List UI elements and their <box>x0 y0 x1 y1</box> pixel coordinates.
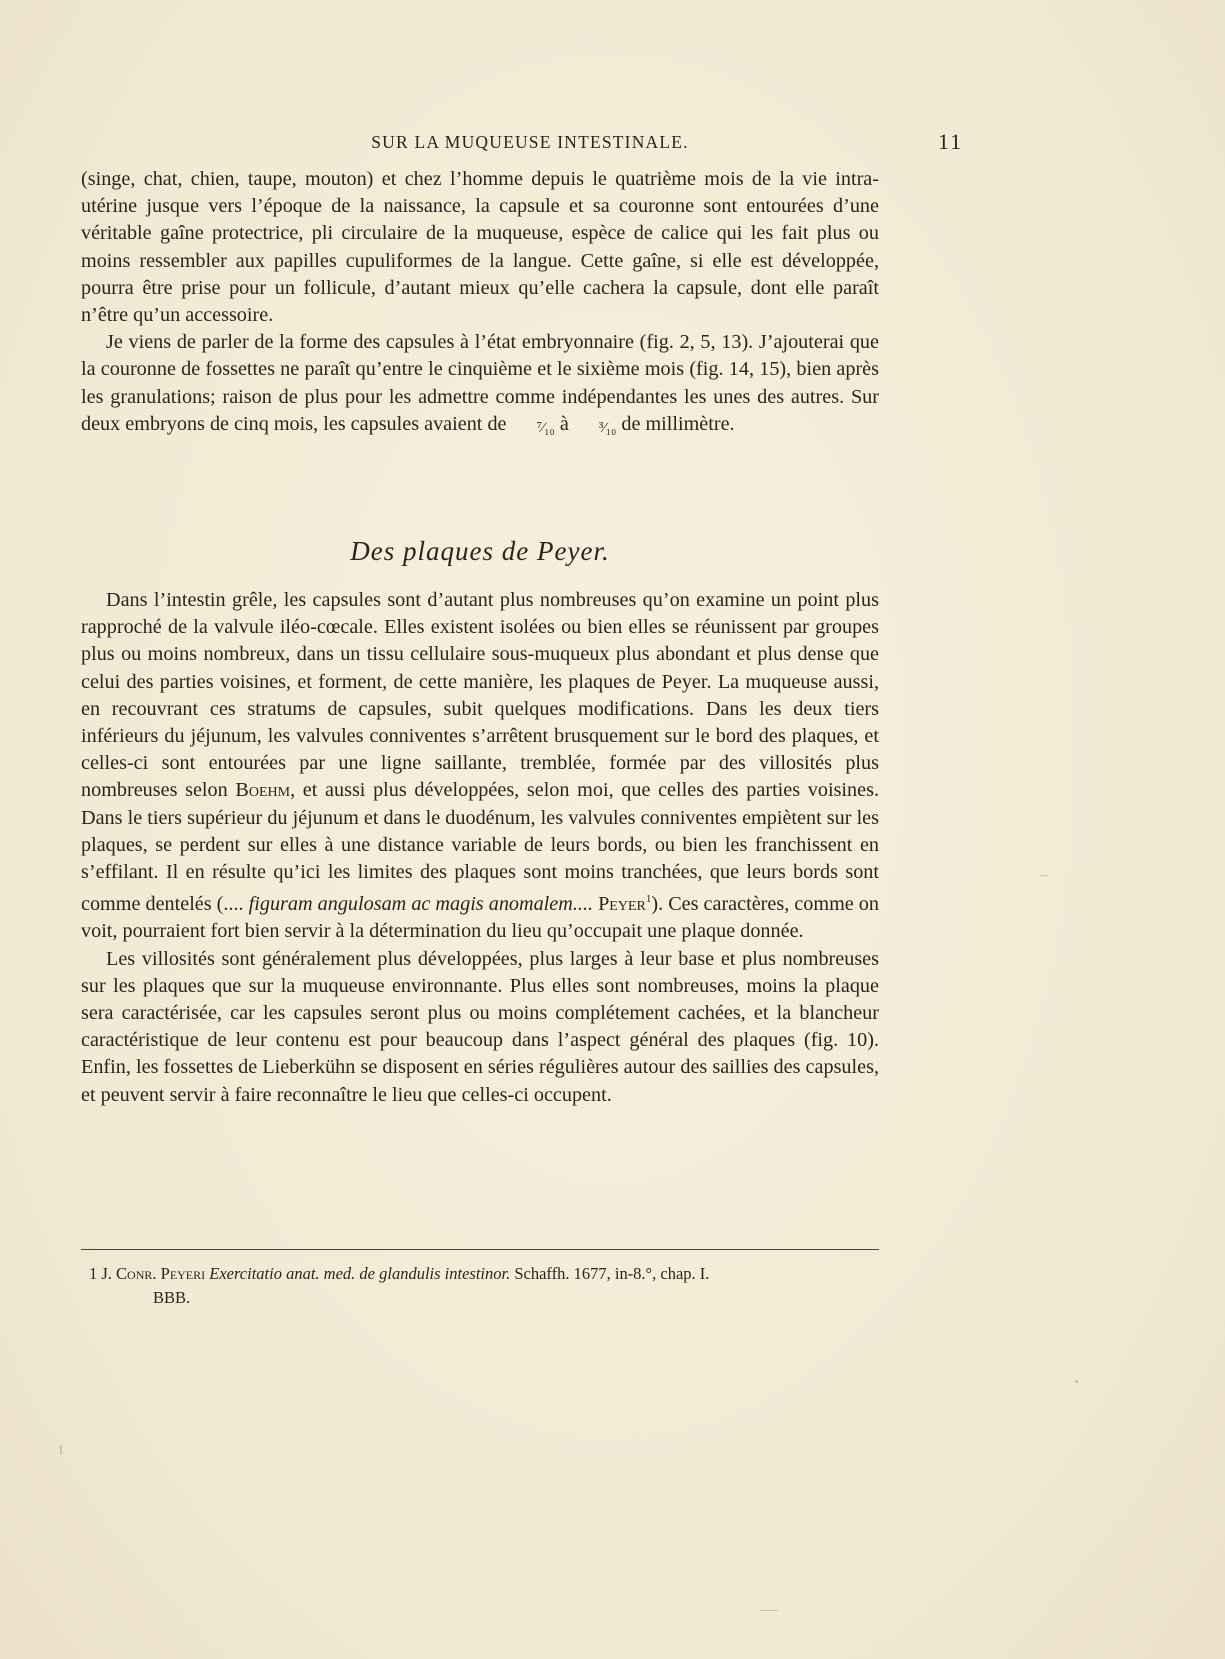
ink-speck <box>1075 1380 1078 1383</box>
text-block-bottom <box>81 587 879 1109</box>
paragraph-text: de millimètre. <box>616 412 735 435</box>
page-number: 11 <box>938 129 964 154</box>
paragraph-text: , et aussi plus développées, selon moi, que celles des parties voisines. Dans le tiers supérieur du jéjunum et dans le duodénum, les valvules conniventes empiètent sur les plaques, se perdent sur elles à une distance variable de leurs bords, ou bien les franchissent en s’effilant. Il en résulte qu’ici les limites des plaques sont moins tranchées, que leurs bords sont comme dentelés (.... <box>81 779 879 916</box>
fraction-seven-tenths: ⁷⁄₁₀ <box>536 419 555 436</box>
ink-speck <box>760 1610 778 1611</box>
footnote <box>81 1262 879 1310</box>
paragraph-embryonic-capsules <box>81 329 879 442</box>
section-heading: Des plaques de Peyer. <box>350 536 610 566</box>
author-name: Boehm <box>235 779 291 802</box>
paragraph-text: Dans l’intestin grêle, les capsules sont d’autant plus nombreuses qu’on examine un point plus rapproché de la valvule iléo-cœcale. Elles existent isolées ou bien elles se réunissent par groupes plus ou moins nombreux, dans un tissu cellulaire sous-muqueux plus abondant et plus dense que celui des parties voisines, et forment, de cette manière, les plaques de Peyer. La muqueuse aussi, en recouvrant ces stratums de capsules, subit quelques modifications. Dans les deux tiers inférieurs du jéjunum, les valvules conniventes s’arrêtent brusquement sur le bord des plaques, et celles-ci sont entourées par une ligne saillante, tremblée, formée par des villosités plus nombreuses selon <box>81 589 879 802</box>
footnote-author: J. Conr. Peyeri <box>101 1264 206 1283</box>
footnote-details: Schaffh. 1677, in-8.°, chap. I. <box>514 1264 710 1283</box>
footnote-reference: 1 <box>645 893 652 906</box>
footnote-title: Exercitatio anat. med. de glandulis intestinor. <box>209 1264 511 1283</box>
footnote-rule <box>81 1249 879 1250</box>
paragraph-text: Je viens de parler de la forme des capsules à l’état embryonnaire (fig. 2, 5, 13). J’ajouterai que la couronne de fossettes ne paraît qu’entre le cinquième et le sixième mois (fig. 14, 15), bien après les granulations; raison de plus pour les admettre comme indépendantes les unes des autres. Sur deux embryons de cinq mois, les capsules avaient de <box>81 331 879 435</box>
paragraph-text: ). Ces caractères, comme on voit, pourraient fort bien servir à la détermination du lieu qu’occupait une plaque donnée. <box>81 893 879 943</box>
latin-quotation: figuram angulosam ac magis anomalem.... <box>248 893 594 916</box>
author-name: Peyer <box>598 893 646 916</box>
running-head <box>80 129 1170 158</box>
footnote-number: 1 <box>89 1264 98 1283</box>
paragraph-continued: (singe, chat, chien, taupe, mouton) et chez l’homme depuis le quatrième mois de la vie intra-utérine jusque vers l’époque de la naissance, la capsule et sa couronne sont entourées d’une véritable gaîne protectrice, pli circulaire de la muqueuse, espèce de calice qui les fait plus ou moins ressembler aux papilles cupuliformes de la langue. Cette gaîne, si elle est développée, pourra être prise pour un follicule, d’autant mieux qu’elle cachera la capsule, dont elle paraît n’être qu’un accessoire. <box>81 168 879 327</box>
text-block-top <box>81 166 879 442</box>
paragraph-peyer-plaques <box>81 587 879 946</box>
paragraph-villosities: Les villosités sont généralement plus développées, plus larges à leur base et plus nombreuses sur les plaques que sur la muqueuse environnante. Plus elles sont nombreuses, moins la plaque sera caractérisée, car les capsules seront plus ou moins complétement cachées, et la blancheur caractéristique de leur contenu est pour beaucoup dans l’aspect général des plaques (fig. 10). Enfin, les fossettes de Lieberkühn se disposent en séries régulières autour des saillies des capsules, et peuvent servir à faire reconnaître le lieu que celles-ci occupent. <box>81 947 879 1106</box>
ink-speck <box>60 1445 62 1455</box>
fraction-three-tenths: ³⁄₁₀ <box>598 419 617 436</box>
footnote-line <box>81 1262 879 1286</box>
signature-mark: BBB. <box>153 1288 191 1307</box>
running-title: SUR LA MUQUEUSE INTESTINALE. <box>371 132 689 152</box>
paragraph-text: à <box>554 412 574 435</box>
ink-speck <box>1040 875 1048 876</box>
